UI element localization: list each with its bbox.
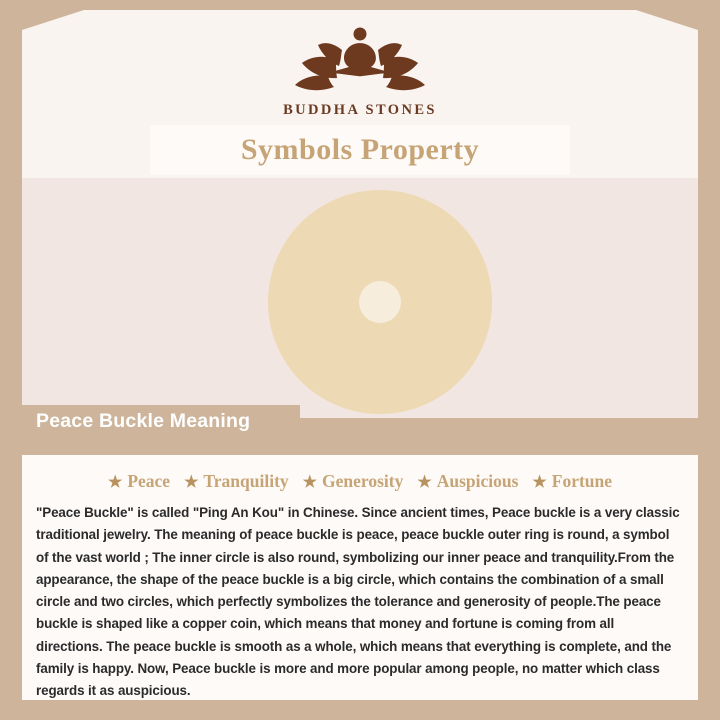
star-icon: ★ [302,473,318,491]
keyword-label: Auspicious [436,471,519,491]
star-icon: ★ [184,473,199,491]
keyword-label: Generosity [322,471,404,491]
keyword-item [108,471,170,492]
keyword-item [184,471,289,492]
keyword-list [36,471,684,492]
body-paragraph: "Peace Buckle" is called "Ping An Kou" in Chinese. Since ancient times, Peace buckle is a very classic traditional jewelry. The meaning of peace buckle is peace, peace buckle outer ring is round, a symbol of the vast world ; The inner circle is also round, symbolizing our inner peace and tranquility.From the appearance, the shape of the peace buckle is a big circle, which contains the combination of a small circle and two circles, which perfectly symbolizes the tolerance and generosity of people.The peace buckle is shaped like a copper coin, which means that money and fortune is coming from all directions. The peace buckle is smooth as a whole, which means that everything is complete, and the family is happy. Now, Peace buckle is more and more popular among people, no matter which class regards it as auspicious. [36,505,680,698]
star-icon: ★ [107,473,123,491]
brand-name: BUDDHA STONES [283,102,437,118]
star-icon: ★ [532,473,547,491]
peace-buckle-disc [268,190,492,414]
lotus-meditation-icon [280,20,440,98]
section-ribbon [22,405,300,437]
keyword-item [417,471,518,492]
star-icon: ★ [417,473,432,491]
frame-bottom-edge [0,700,720,720]
keyword-label: Peace [127,471,171,491]
section-ribbon-label: Peace Buckle Meaning [36,409,251,432]
content-panel [22,455,698,700]
page-title-bar [150,125,570,175]
page-title: Symbols Property [240,133,480,166]
brand-logo-block [0,20,720,119]
peace-buckle-disc-hole [359,281,401,323]
frame-top-edge [0,0,720,10]
keyword-label: Fortune [551,471,613,491]
keyword-label: Tranquility [203,471,289,491]
keyword-item [532,471,612,492]
keyword-item [303,471,404,492]
